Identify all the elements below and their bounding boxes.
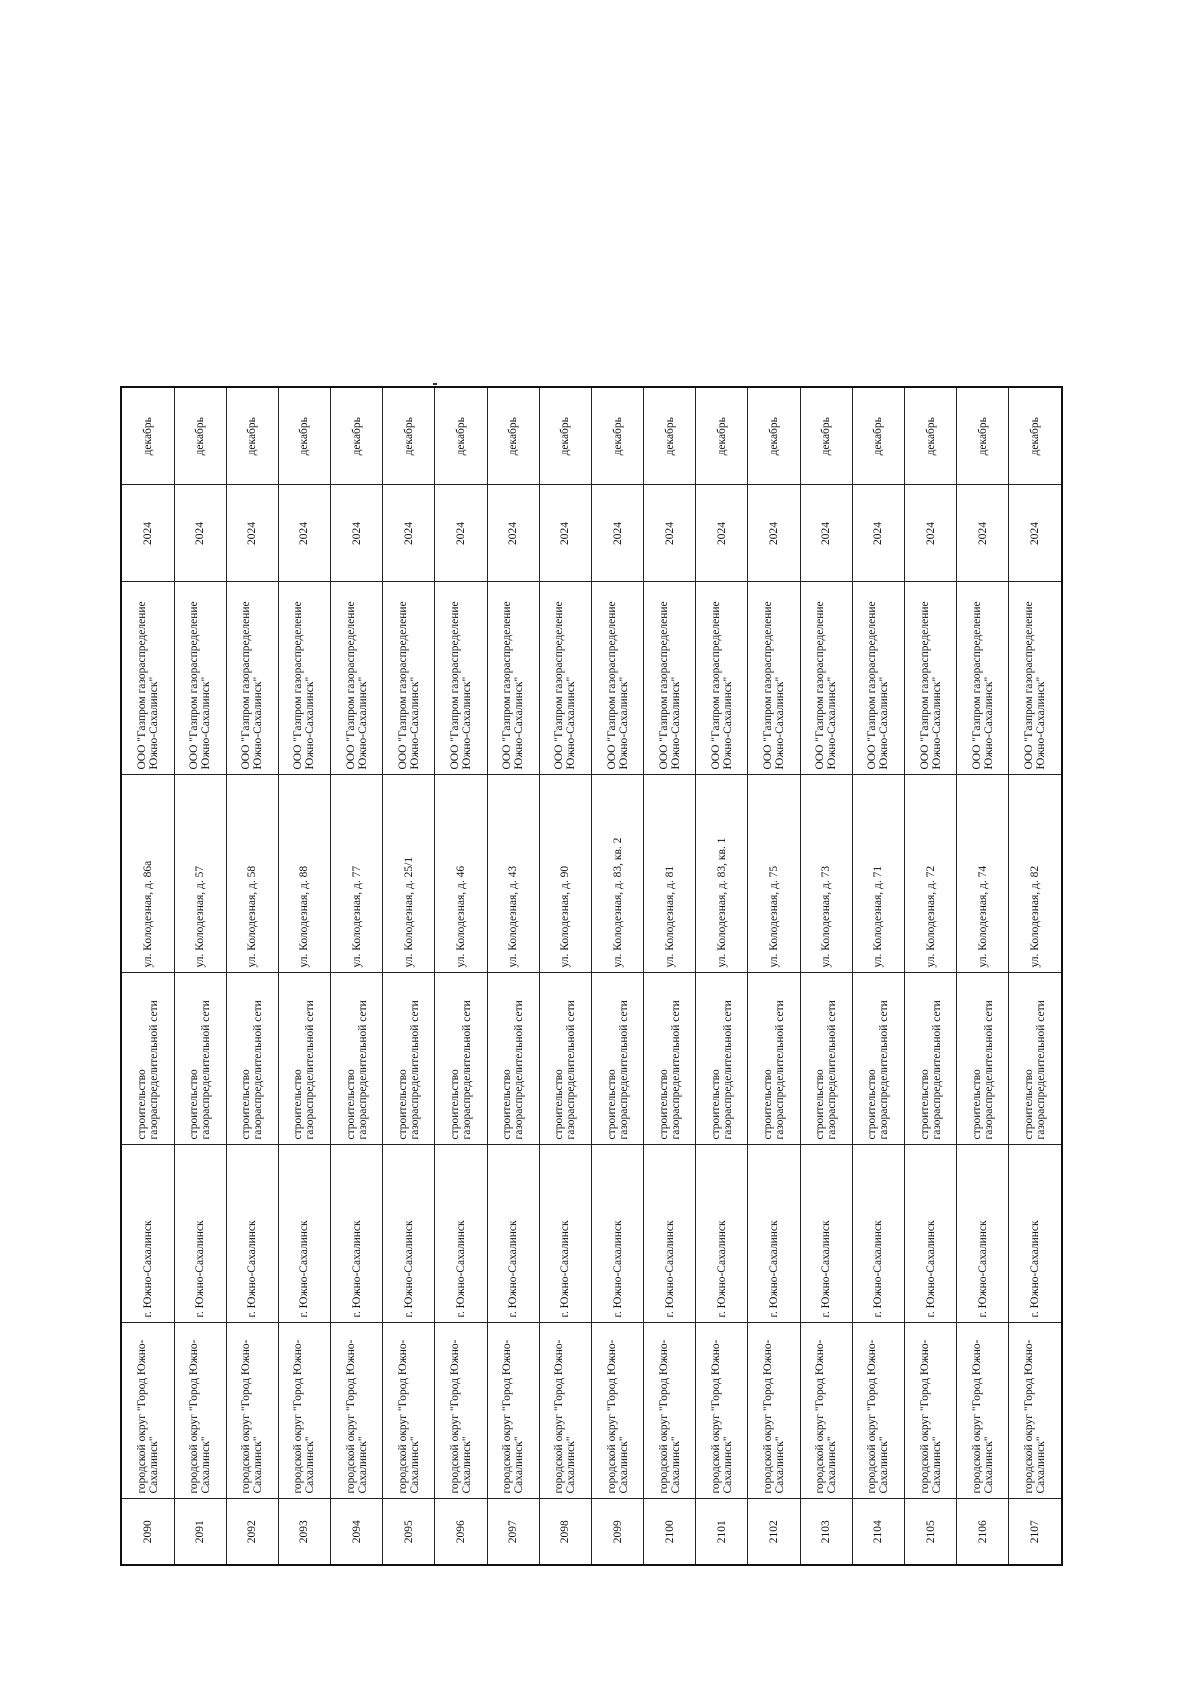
table-row bbox=[226, 387, 278, 1565]
settlement-cell: г. Южно-Сахалинск bbox=[539, 1145, 591, 1323]
municipality-cell: городской округ "Город Южно-Сахалинск" bbox=[226, 1323, 278, 1499]
address-cell: ул. Колодезная, д. 83, кв. 1 bbox=[696, 775, 748, 973]
address-cell: ул. Колодезная, д. 77 bbox=[331, 775, 383, 973]
month-cell: декабрь bbox=[487, 387, 539, 485]
year-cell: 2024 bbox=[226, 485, 278, 582]
municipality-cell: городской округ "Город Южно-Сахалинск" bbox=[487, 1323, 539, 1499]
work-type-cell: строительство газораспределительной сети bbox=[748, 973, 800, 1145]
municipality-cell: городской округ "Город Южно-Сахалинск" bbox=[800, 1323, 852, 1499]
year-cell: 2024 bbox=[644, 485, 696, 582]
scan-mark bbox=[433, 383, 437, 385]
table-row bbox=[539, 387, 591, 1565]
month-cell: декабрь bbox=[748, 387, 800, 485]
organization-cell: ООО "Газпром газораспределение Южно-Сахалинск" bbox=[696, 582, 748, 775]
municipality-cell: городской округ "Город Южно-Сахалинск" bbox=[957, 1323, 1009, 1499]
work-type-cell: строительство газораспределительной сети bbox=[904, 973, 956, 1145]
table-row bbox=[904, 387, 956, 1565]
month-cell: декабрь bbox=[331, 387, 383, 485]
organization-cell: ООО "Газпром газораспределение Южно-Сахалинск" bbox=[435, 582, 487, 775]
row-number: 2090 bbox=[121, 1499, 174, 1565]
table-row bbox=[748, 387, 800, 1565]
table-row bbox=[957, 387, 1009, 1565]
settlement-cell: г. Южно-Сахалинск bbox=[591, 1145, 643, 1323]
address-cell: ул. Колодезная, д. 58 bbox=[226, 775, 278, 973]
month-cell: декабрь bbox=[539, 387, 591, 485]
address-cell: ул. Колодезная, д. 72 bbox=[904, 775, 956, 973]
organization-cell: ООО "Газпром газораспределение Южно-Сахалинск" bbox=[904, 582, 956, 775]
settlement-cell: г. Южно-Сахалинск bbox=[696, 1145, 748, 1323]
month-cell: декабрь bbox=[644, 387, 696, 485]
municipality-cell: городской округ "Город Южно-Сахалинск" bbox=[278, 1323, 330, 1499]
row-number: 2105 bbox=[904, 1499, 956, 1565]
row-number: 2107 bbox=[1009, 1499, 1062, 1565]
month-cell: декабрь bbox=[957, 387, 1009, 485]
settlement-cell: г. Южно-Сахалинск bbox=[1009, 1145, 1062, 1323]
municipality-cell: городской округ "Город Южно-Сахалинск" bbox=[591, 1323, 643, 1499]
address-cell: ул. Колодезная, д. 81 bbox=[644, 775, 696, 973]
month-cell: декабрь bbox=[800, 387, 852, 485]
address-cell: ул. Колодезная, д. 46 bbox=[435, 775, 487, 973]
work-type-cell: строительство газораспределительной сети bbox=[539, 973, 591, 1145]
row-number: 2100 bbox=[644, 1499, 696, 1565]
municipality-cell: городской округ "Город Южно-Сахалинск" bbox=[121, 1323, 174, 1499]
address-cell: ул. Колодезная, д. 82 bbox=[1009, 775, 1062, 973]
table-row bbox=[383, 387, 435, 1565]
work-type-cell: строительство газораспределительной сети bbox=[644, 973, 696, 1145]
row-number: 2094 bbox=[331, 1499, 383, 1565]
organization-cell: ООО "Газпром газораспределение Южно-Сахалинск" bbox=[800, 582, 852, 775]
settlement-cell: г. Южно-Сахалинск bbox=[957, 1145, 1009, 1323]
municipality-cell: городской округ "Город Южно-Сахалинск" bbox=[435, 1323, 487, 1499]
year-cell: 2024 bbox=[1009, 485, 1062, 582]
landscape-page bbox=[120, 388, 1063, 1566]
organization-cell: ООО "Газпром газораспределение Южно-Сахалинск" bbox=[644, 582, 696, 775]
work-type-cell: строительство газораспределительной сети bbox=[383, 973, 435, 1145]
municipality-cell: городской округ "Город Южно-Сахалинск" bbox=[904, 1323, 956, 1499]
year-cell: 2024 bbox=[539, 485, 591, 582]
municipality-cell: городской округ "Город Южно-Сахалинск" bbox=[748, 1323, 800, 1499]
table-row bbox=[1009, 387, 1062, 1565]
municipality-cell: городской округ "Город Южно-Сахалинск" bbox=[331, 1323, 383, 1499]
organization-cell: ООО "Газпром газораспределение Южно-Сахалинск" bbox=[278, 582, 330, 775]
row-number: 2096 bbox=[435, 1499, 487, 1565]
month-cell: декабрь bbox=[591, 387, 643, 485]
row-number: 2091 bbox=[174, 1499, 226, 1565]
municipality-cell: городской округ "Город Южно-Сахалинск" bbox=[174, 1323, 226, 1499]
address-cell: ул. Колодезная, д. 74 bbox=[957, 775, 1009, 973]
work-type-cell: строительство газораспределительной сети bbox=[121, 973, 174, 1145]
settlement-cell: г. Южно-Сахалинск bbox=[121, 1145, 174, 1323]
row-number: 2092 bbox=[226, 1499, 278, 1565]
address-cell: ул. Колодезная, д. 90 bbox=[539, 775, 591, 973]
settlement-cell: г. Южно-Сахалинск bbox=[226, 1145, 278, 1323]
year-cell: 2024 bbox=[852, 485, 904, 582]
settlement-cell: г. Южно-Сахалинск bbox=[748, 1145, 800, 1323]
organization-cell: ООО "Газпром газораспределение Южно-Сахалинск" bbox=[852, 582, 904, 775]
row-number: 2099 bbox=[591, 1499, 643, 1565]
table-row bbox=[644, 387, 696, 1565]
address-cell: ул. Колодезная, д. 83, кв. 2 bbox=[591, 775, 643, 973]
year-cell: 2024 bbox=[331, 485, 383, 582]
table-row bbox=[174, 387, 226, 1565]
year-cell: 2024 bbox=[383, 485, 435, 582]
table-row bbox=[800, 387, 852, 1565]
registry-body bbox=[121, 387, 1062, 1565]
table-row bbox=[435, 387, 487, 1565]
organization-cell: ООО "Газпром газораспределение Южно-Сахалинск" bbox=[331, 582, 383, 775]
month-cell: декабрь bbox=[226, 387, 278, 485]
work-type-cell: строительство газораспределительной сети bbox=[1009, 973, 1062, 1145]
row-number: 2095 bbox=[383, 1499, 435, 1565]
organization-cell: ООО "Газпром газораспределение Южно-Сахалинск" bbox=[591, 582, 643, 775]
municipality-cell: городской округ "Город Южно-Сахалинск" bbox=[644, 1323, 696, 1499]
settlement-cell: г. Южно-Сахалинск bbox=[435, 1145, 487, 1323]
month-cell: декабрь bbox=[383, 387, 435, 485]
month-cell: декабрь bbox=[435, 387, 487, 485]
organization-cell: ООО "Газпром газораспределение Южно-Сахалинск" bbox=[226, 582, 278, 775]
row-number: 2104 bbox=[852, 1499, 904, 1565]
row-number: 2106 bbox=[957, 1499, 1009, 1565]
row-number: 2101 bbox=[696, 1499, 748, 1565]
row-number: 2097 bbox=[487, 1499, 539, 1565]
organization-cell: ООО "Газпром газораспределение Южно-Сахалинск" bbox=[1009, 582, 1062, 775]
row-number: 2098 bbox=[539, 1499, 591, 1565]
year-cell: 2024 bbox=[278, 485, 330, 582]
settlement-cell: г. Южно-Сахалинск bbox=[278, 1145, 330, 1323]
organization-cell: ООО "Газпром газораспределение Южно-Сахалинск" bbox=[383, 582, 435, 775]
rotated-table-area bbox=[120, 388, 1063, 1566]
month-cell: декабрь bbox=[696, 387, 748, 485]
year-cell: 2024 bbox=[957, 485, 1009, 582]
municipality-cell: городской округ "Город Южно-Сахалинск" bbox=[383, 1323, 435, 1499]
table-row bbox=[696, 387, 748, 1565]
address-cell: ул. Колодезная, д. 75 bbox=[748, 775, 800, 973]
settlement-cell: г. Южно-Сахалинск bbox=[174, 1145, 226, 1323]
table-row bbox=[331, 387, 383, 1565]
work-type-cell: строительство газораспределительной сети bbox=[226, 973, 278, 1145]
settlement-cell: г. Южно-Сахалинск bbox=[644, 1145, 696, 1323]
work-type-cell: строительство газораспределительной сети bbox=[852, 973, 904, 1145]
organization-cell: ООО "Газпром газораспределение Южно-Сахалинск" bbox=[487, 582, 539, 775]
row-number: 2103 bbox=[800, 1499, 852, 1565]
settlement-cell: г. Южно-Сахалинск bbox=[331, 1145, 383, 1323]
month-cell: декабрь bbox=[121, 387, 174, 485]
year-cell: 2024 bbox=[121, 485, 174, 582]
address-cell: ул. Колодезная, д. 57 bbox=[174, 775, 226, 973]
row-number: 2102 bbox=[748, 1499, 800, 1565]
month-cell: декабрь bbox=[904, 387, 956, 485]
row-number: 2093 bbox=[278, 1499, 330, 1565]
address-cell: ул. Колодезная, д. 43 bbox=[487, 775, 539, 973]
table-row bbox=[487, 387, 539, 1565]
work-type-cell: строительство газораспределительной сети bbox=[800, 973, 852, 1145]
month-cell: декабрь bbox=[852, 387, 904, 485]
municipality-cell: городской округ "Город Южно-Сахалинск" bbox=[852, 1323, 904, 1499]
municipality-cell: городской округ "Город Южно-Сахалинск" bbox=[539, 1323, 591, 1499]
organization-cell: ООО "Газпром газораспределение Южно-Сахалинск" bbox=[174, 582, 226, 775]
work-type-cell: строительство газораспределительной сети bbox=[435, 973, 487, 1145]
settlement-cell: г. Южно-Сахалинск bbox=[904, 1145, 956, 1323]
address-cell: ул. Колодезная, д. 86а bbox=[121, 775, 174, 973]
year-cell: 2024 bbox=[174, 485, 226, 582]
address-cell: ул. Колодезная, д. 73 bbox=[800, 775, 852, 973]
work-type-cell: строительство газораспределительной сети bbox=[487, 973, 539, 1145]
municipality-cell: городской округ "Город Южно-Сахалинск" bbox=[696, 1323, 748, 1499]
address-cell: ул. Колодезная, д. 25/1 bbox=[383, 775, 435, 973]
year-cell: 2024 bbox=[800, 485, 852, 582]
work-type-cell: строительство газораспределительной сети bbox=[591, 973, 643, 1145]
work-type-cell: строительство газораспределительной сети bbox=[174, 973, 226, 1145]
year-cell: 2024 bbox=[696, 485, 748, 582]
settlement-cell: г. Южно-Сахалинск bbox=[487, 1145, 539, 1323]
work-type-cell: строительство газораспределительной сети bbox=[331, 973, 383, 1145]
organization-cell: ООО "Газпром газораспределение Южно-Сахалинск" bbox=[957, 582, 1009, 775]
year-cell: 2024 bbox=[591, 485, 643, 582]
year-cell: 2024 bbox=[487, 485, 539, 582]
table-row bbox=[852, 387, 904, 1565]
settlement-cell: г. Южно-Сахалинск bbox=[800, 1145, 852, 1323]
organization-cell: ООО "Газпром газораспределение Южно-Сахалинск" bbox=[748, 582, 800, 775]
table-row bbox=[121, 387, 174, 1565]
organization-cell: ООО "Газпром газораспределение Южно-Сахалинск" bbox=[121, 582, 174, 775]
table-row bbox=[591, 387, 643, 1565]
month-cell: декабрь bbox=[278, 387, 330, 485]
work-type-cell: строительство газораспределительной сети bbox=[957, 973, 1009, 1145]
table-row bbox=[278, 387, 330, 1565]
municipality-cell: городской округ "Город Южно-Сахалинск" bbox=[1009, 1323, 1062, 1499]
organization-cell: ООО "Газпром газораспределение Южно-Сахалинск" bbox=[539, 582, 591, 775]
settlement-cell: г. Южно-Сахалинск bbox=[383, 1145, 435, 1323]
gas-network-registry-table bbox=[120, 386, 1063, 1566]
settlement-cell: г. Южно-Сахалинск bbox=[852, 1145, 904, 1323]
year-cell: 2024 bbox=[904, 485, 956, 582]
year-cell: 2024 bbox=[748, 485, 800, 582]
year-cell: 2024 bbox=[435, 485, 487, 582]
address-cell: ул. Колодезная, д. 71 bbox=[852, 775, 904, 973]
month-cell: декабрь bbox=[174, 387, 226, 485]
work-type-cell: строительство газораспределительной сети bbox=[278, 973, 330, 1145]
address-cell: ул. Колодезная, д. 88 bbox=[278, 775, 330, 973]
work-type-cell: строительство газораспределительной сети bbox=[696, 973, 748, 1145]
month-cell: декабрь bbox=[1009, 387, 1062, 485]
